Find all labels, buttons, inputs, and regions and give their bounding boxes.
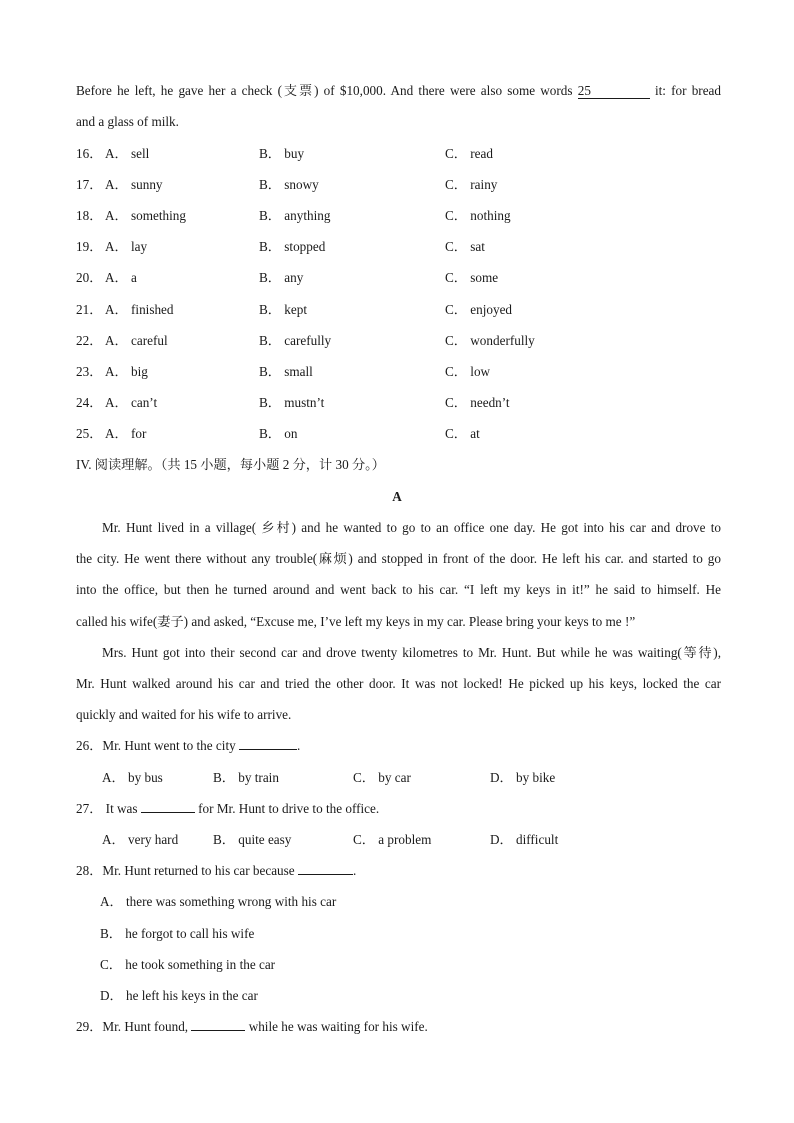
option-a[interactable]: A． something <box>105 208 186 223</box>
cloze-row-21 <box>76 301 716 319</box>
cloze-row-19 <box>76 238 716 256</box>
option-a[interactable]: A． very hard <box>102 832 179 847</box>
cloze-row-17 <box>76 176 716 194</box>
intro-line-1 <box>76 82 721 100</box>
question-number: 16． <box>76 146 103 161</box>
question-27-text-before: 27． It was <box>76 801 138 816</box>
passage-p1-line-2: the city. He went there without any trouble(麻烦) and stopped in front of the door. He left his car. and started to go <box>76 551 721 566</box>
option-d[interactable]: D． he left his keys in the car <box>100 988 258 1003</box>
passage-p2-line-3: quickly and waited for his wife to arrive. <box>76 707 292 722</box>
question-number: 19． <box>76 239 103 254</box>
option-b[interactable]: B． kept <box>259 302 307 317</box>
question-number: 18． <box>76 208 103 223</box>
option-c[interactable]: C． rainy <box>445 177 498 192</box>
question-number: 24． <box>76 395 103 410</box>
question-28-tail: . <box>352 863 357 878</box>
option-c[interactable]: C． he took something in the car <box>100 957 276 972</box>
question-29-text-after: while he was waiting for his wife. <box>248 1019 428 1034</box>
question-27-text-after: for Mr. Hunt to drive to the office. <box>198 801 380 816</box>
option-a[interactable]: A． there was something wrong with his car <box>100 894 337 909</box>
answer-blank-26[interactable] <box>239 749 297 750</box>
cloze-row-24 <box>76 394 716 412</box>
intro-text-after-blank: it: for bread <box>654 83 721 98</box>
option-c[interactable]: C． wonderfully <box>445 333 535 348</box>
option-b[interactable]: B． by train <box>213 770 279 785</box>
passage-p1-line-1: Mr. Hunt lived in a village( 乡村) and he wanted to go to an office one day. He got into his car and drove to <box>102 520 721 535</box>
option-d[interactable]: D． by bike <box>490 770 556 785</box>
cloze-row-22 <box>76 332 716 350</box>
question-number: 22． <box>76 333 103 348</box>
question-29-stem <box>76 1018 721 1036</box>
question-26-tail: . <box>297 738 301 753</box>
option-a[interactable]: A． big <box>105 364 148 379</box>
option-c[interactable]: C． sat <box>445 239 485 254</box>
option-a[interactable]: A． sell <box>105 146 150 161</box>
cloze-row-16 <box>76 145 716 163</box>
option-a[interactable]: A． careful <box>105 333 168 348</box>
option-c[interactable]: C． some <box>445 270 499 285</box>
intro-text-before-blank: Before he left, he gave her a check (支票) of $10,000. And there were also some words <box>76 83 573 98</box>
option-b[interactable]: B． snowy <box>259 177 319 192</box>
passage-p2-line-2: Mr. Hunt walked around his car and tried the other door. It was not locked! He picked up his keys, locked the car <box>76 676 721 691</box>
option-c[interactable]: C． by car <box>353 770 411 785</box>
option-a[interactable]: A． a <box>105 270 137 285</box>
option-b[interactable]: B． stopped <box>259 239 326 254</box>
answer-blank-28[interactable] <box>298 874 353 875</box>
question-26-options <box>102 769 702 787</box>
section-heading: IV. 阅读理解。（共 15 小题，每小题 2 分，计 30 分。） <box>76 457 385 472</box>
cloze-row-23 <box>76 363 716 381</box>
passage-p2-line-1: Mrs. Hunt got into their second car and drove twenty kilometres to Mr. Hunt. But while he was waiting(等待), <box>102 645 721 660</box>
option-a[interactable]: A． lay <box>105 239 148 254</box>
passage-p1-line-4: called his wife(妻子) and asked, “Excuse me, I’ve left my keys in my car. Please bring your keys to me !” <box>76 614 636 629</box>
option-b[interactable]: B． mustn’t <box>259 395 325 410</box>
question-28-text: 28．Mr. Hunt returned to his car because <box>76 863 295 878</box>
question-26-stem <box>76 737 721 755</box>
option-b[interactable]: B． quite easy <box>213 832 292 847</box>
option-c[interactable]: C． a problem <box>353 832 432 847</box>
question-number: 20． <box>76 270 103 285</box>
option-a[interactable]: A． for <box>105 426 147 441</box>
option-a[interactable]: A． finished <box>105 302 174 317</box>
question-29-text-before: 29．Mr. Hunt found, <box>76 1019 189 1034</box>
question-number: 21． <box>76 302 103 317</box>
question-number: 17． <box>76 177 103 192</box>
question-27-options <box>102 831 702 849</box>
option-c[interactable]: C． enjoyed <box>445 302 513 317</box>
intro-line-2: and a glass of milk. <box>76 114 179 129</box>
passage-label: A <box>392 489 402 504</box>
cloze-row-25 <box>76 425 716 443</box>
blank-25: 25 <box>578 83 650 99</box>
question-26-text: 26．Mr. Hunt went to the city <box>76 738 236 753</box>
answer-blank-29[interactable] <box>191 1030 245 1031</box>
option-b[interactable]: B． on <box>259 426 298 441</box>
cloze-row-18 <box>76 207 716 225</box>
option-c[interactable]: C． nothing <box>445 208 511 223</box>
option-a[interactable]: A． sunny <box>105 177 163 192</box>
option-b[interactable]: B． carefully <box>259 333 332 348</box>
option-a[interactable]: A． by bus <box>102 770 163 785</box>
option-d[interactable]: D． difficult <box>490 832 559 847</box>
question-27-stem <box>76 800 721 818</box>
option-b[interactable]: B． anything <box>259 208 331 223</box>
option-c[interactable]: C． low <box>445 364 491 379</box>
option-a[interactable]: A． can’t <box>105 395 158 410</box>
option-b[interactable]: B． small <box>259 364 313 379</box>
option-b[interactable]: B． buy <box>259 146 305 161</box>
option-c[interactable]: C． at <box>445 426 480 441</box>
cloze-row-20 <box>76 269 716 287</box>
question-28-stem <box>76 862 721 880</box>
question-number: 23． <box>76 364 103 379</box>
option-b[interactable]: B． any <box>259 270 304 285</box>
answer-blank-27[interactable] <box>141 812 195 813</box>
option-c[interactable]: C． needn’t <box>445 395 510 410</box>
option-b[interactable]: B． he forgot to call his wife <box>100 926 255 941</box>
passage-p1-line-3: into the office, but then he turned around and went back to his car. “I left my keys in it!” he said to himself. He <box>76 582 721 597</box>
option-c[interactable]: C． read <box>445 146 493 161</box>
question-number: 25． <box>76 426 103 441</box>
